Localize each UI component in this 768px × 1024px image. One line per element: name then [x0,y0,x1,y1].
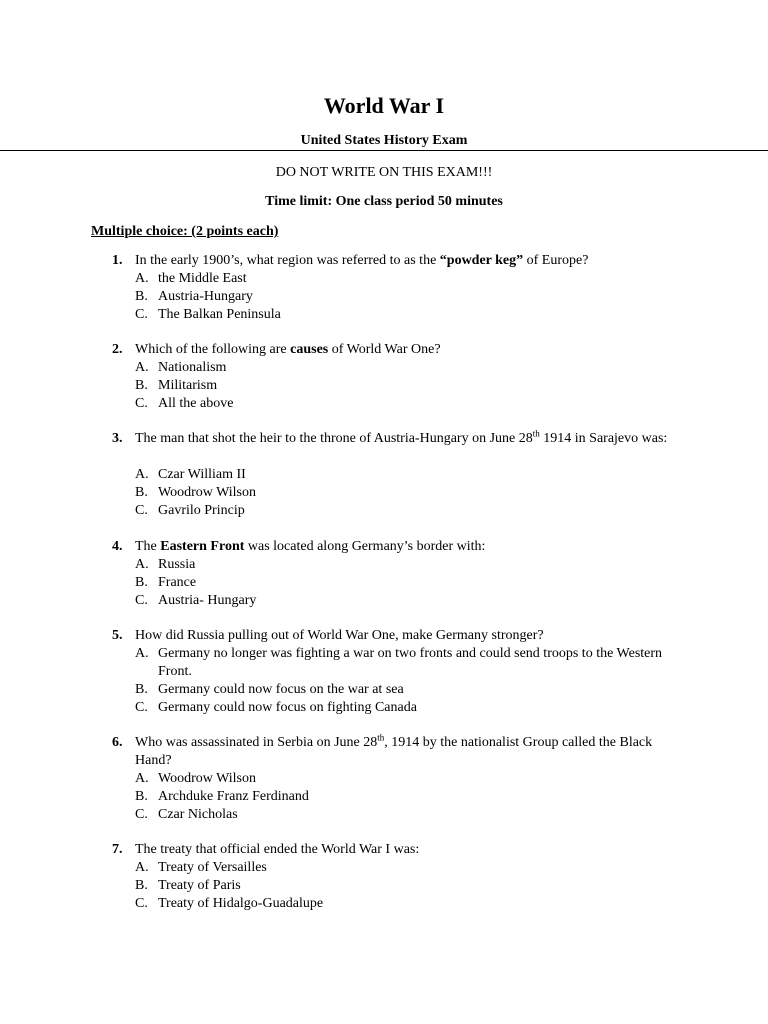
option-letter: B. [135,378,148,393]
answer-option [135,859,695,877]
option-text: Archduke Franz Ferdinand [158,789,309,804]
answer-option [135,806,695,824]
question-text: Who was assassinated in Serbia on June 28th, 1914 by the nationalist Group called the Black Hand? [135,732,653,768]
answer-option [135,788,695,806]
option-letter: C. [135,700,148,715]
option-text: Germany could now focus on the war at sea [158,682,404,697]
option-text: the Middle East [158,271,247,286]
answer-option [135,770,695,788]
option-letter: A. [135,271,149,286]
question-text: Which of the following are causes of World War One? [135,342,441,357]
option-text: Gavrilo Princip [158,503,245,518]
answer-option [135,592,695,610]
option-letter: A. [135,646,149,661]
option-text: Austria-Hungary [158,289,253,304]
question-text: How did Russia pulling out of World War One, make Germany stronger? [135,628,544,643]
answer-option [135,288,695,306]
option-text: The Balkan Peninsula [158,307,281,322]
option-text: Germany no longer was fighting a war on two fronts and could send troops to the Western Front. [158,646,663,679]
option-text: Woodrow Wilson [158,771,256,786]
option-text: Germany could now focus on fighting Canada [158,700,417,715]
option-letter: C. [135,307,148,322]
question-keyword: “powder keg” [439,253,524,268]
question-text: The Eastern Front was located along Germany’s border with: [135,539,486,554]
option-letter: B. [135,575,148,590]
answer-options [135,270,695,324]
answer-option [135,502,695,520]
option-letter: C. [135,593,148,608]
question-number: 6. [112,735,123,750]
section-heading: Multiple choice: (2 points each) [91,224,279,239]
option-letter: B. [135,289,148,304]
option-letter: B. [135,789,148,804]
question-number: 7. [112,842,123,857]
answer-options [135,770,695,824]
option-letter: C. [135,807,148,822]
option-letter: A. [135,467,149,482]
option-letter: A. [135,557,149,572]
option-text: Woodrow Wilson [158,485,256,500]
option-text: Russia [158,557,196,572]
ordinal-suffix: th [532,428,540,439]
option-letter: C. [135,503,148,518]
question-number: 1. [112,253,123,268]
answer-option [135,556,695,574]
question-text: The man that shot the heir to the throne of Austria-Hungary on June 28th 1914 in Sarajevo was: [135,428,668,446]
answer-options [135,359,695,413]
question-keyword: causes [290,342,329,357]
question-text: In the early 1900’s, what region was referred to as the “powder keg” of Europe? [135,253,589,268]
answer-option [135,699,695,717]
question-number: 4. [112,539,123,554]
answer-options [135,556,695,610]
answer-option [135,877,695,895]
question-number: 5. [112,628,123,643]
option-letter: B. [135,485,148,500]
option-letter: B. [135,878,148,893]
option-text: Treaty of Versailles [158,860,267,875]
option-text: France [158,575,197,590]
answer-option [135,270,695,288]
answer-options [135,466,695,520]
answer-option [135,306,695,324]
answer-option [135,645,695,681]
option-text: Treaty of Hidalgo-Guadalupe [158,896,324,911]
answer-options [135,645,695,717]
answer-option [135,574,695,592]
option-text: Austria- Hungary [158,593,257,608]
header-divider [0,150,768,151]
answer-option [135,484,695,502]
option-text: Nationalism [158,360,227,375]
time-limit: Time limit: One class period 50 minutes [265,194,503,209]
option-letter: B. [135,682,148,697]
option-letter: A. [135,860,149,875]
question-number: 2. [112,342,123,357]
question-number: 3. [112,431,123,446]
answer-option [135,395,695,413]
option-letter: A. [135,771,149,786]
answer-options [135,859,695,913]
answer-option [135,895,695,913]
question-text: The treaty that official ended the World War I was: [135,842,420,857]
question-keyword: Eastern Front [160,539,245,554]
option-text: Treaty of Paris [158,878,241,893]
option-letter: A. [135,360,149,375]
page-title: World War I [323,93,445,118]
option-text: Czar William II [158,467,246,482]
ordinal-suffix: th [377,732,385,743]
option-text: All the above [158,396,234,411]
exam-warning: DO NOT WRITE ON THIS EXAM!!! [275,165,493,180]
option-letter: C. [135,896,148,911]
option-text: Militarism [158,378,218,393]
exam-subtitle: United States History Exam [300,133,468,148]
answer-option [135,681,695,699]
answer-option [135,377,695,395]
option-text: Czar Nicholas [158,807,238,822]
answer-option [135,466,695,484]
answer-option [135,359,695,377]
option-letter: C. [135,396,148,411]
